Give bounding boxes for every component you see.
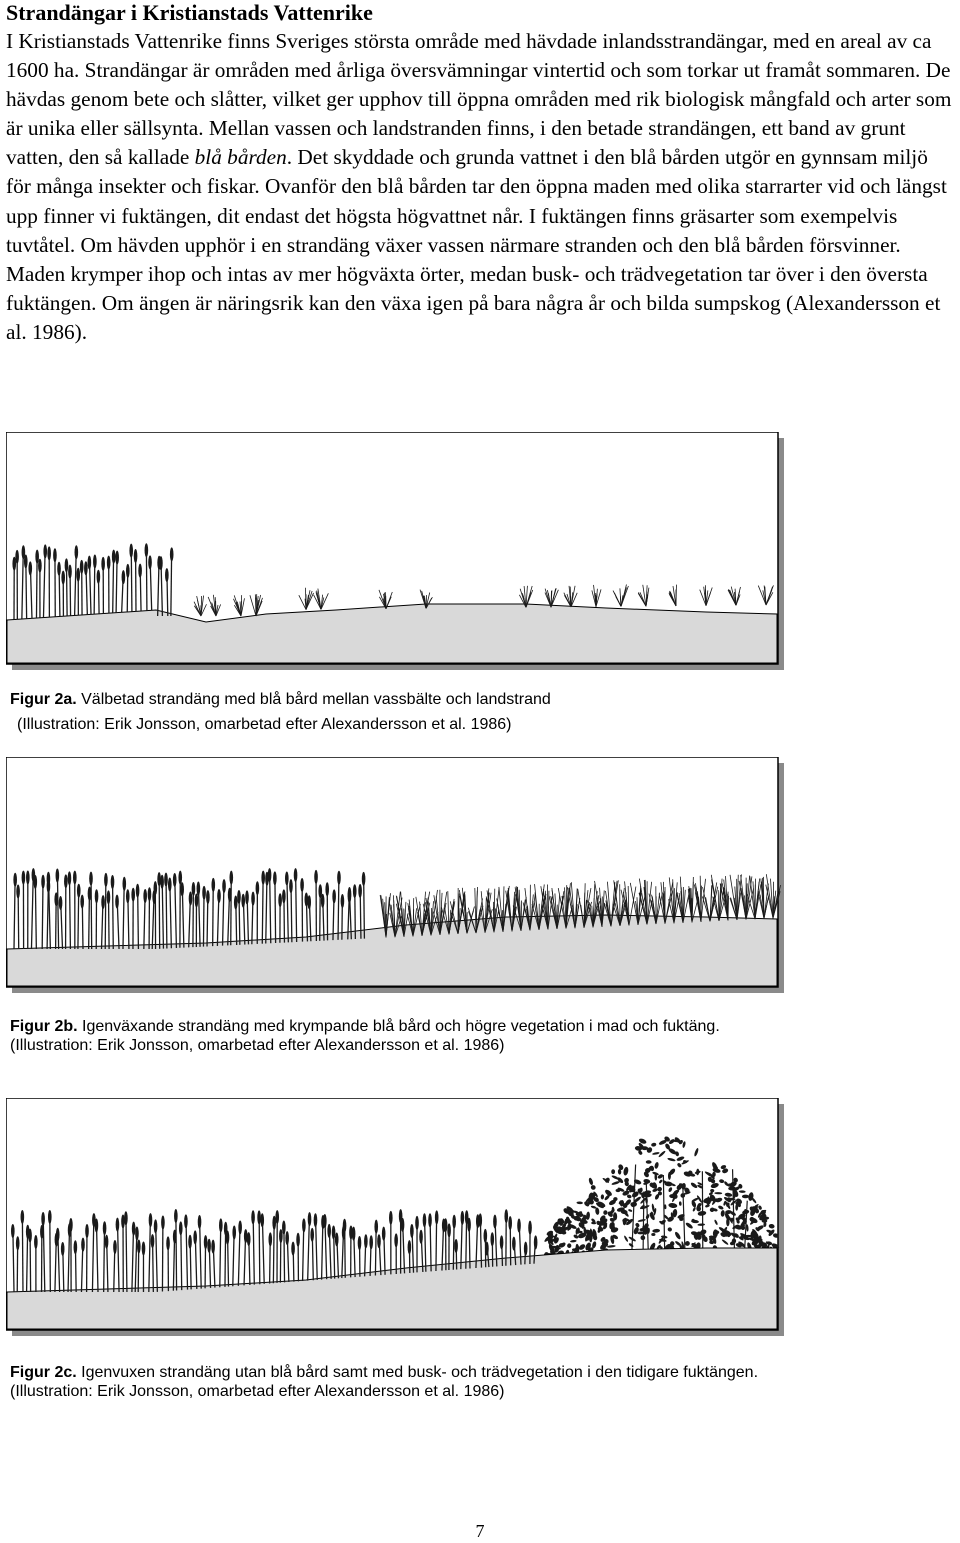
reed-plume (68, 871, 72, 885)
reed-plume (154, 881, 158, 895)
shore-meadow-illustration-2a (6, 432, 784, 670)
reed-plume (112, 550, 116, 564)
figure-2b-illustration (6, 757, 784, 993)
reed-plume (131, 888, 135, 902)
reed-plume (173, 873, 177, 887)
reed-plume (222, 879, 226, 893)
reed-plume (485, 1242, 489, 1256)
reed-plume (47, 546, 51, 560)
shore-meadow-illustration-2b (6, 757, 784, 993)
reed-plume (135, 1227, 139, 1241)
reed-plume (307, 895, 311, 909)
reed-plume (512, 1237, 516, 1251)
reed-plume (528, 1221, 532, 1235)
reed-plume (47, 872, 51, 886)
reed-plume (38, 559, 42, 573)
reed-plume (77, 884, 81, 898)
reed-plume (137, 1240, 141, 1254)
reed-plume (193, 1230, 197, 1244)
reed-plume (327, 1224, 331, 1238)
reed-plume (394, 1233, 398, 1247)
reed-plume (89, 872, 93, 886)
figure-2b-caption-text: Igenväxande strandäng med krympande blå bård och högre vegetation i mad och fuktäng. (Illustration: Erik Jonsson, omarbetad efter Alexandersson et al. 1986) (10, 1018, 720, 1054)
reed-plume (232, 1226, 236, 1240)
reed-plume (401, 1218, 405, 1232)
shrub-leaf (742, 1195, 749, 1199)
reed-plume (53, 548, 57, 562)
reed-plume (165, 568, 169, 582)
reed-plume (126, 564, 130, 578)
reed-plume (500, 1235, 504, 1249)
shore-meadow-illustration-2c (6, 1098, 784, 1336)
reed-plume (467, 1218, 471, 1232)
reed-plume (294, 868, 298, 882)
body-text-part-1: I Kristianstads Vattenrike finns Sveriges största område med hävdade inlandsstrandängar, med en areal av ca 1600 ha. Strandängar är områden med årliga översvämningar vintertid och som torkar ut framåt sommaren. De hävdas genom bete och slåtter, vilket ger upphov till öppna områden med rik biologisk mångfald och arter som är unika eller sällsynta. Mellan vassen och landstranden finns, i den betade strandängen, ett band av grunt vatten, den så kallade (6, 29, 952, 170)
reed-plume (285, 1231, 289, 1245)
reed-plume (22, 871, 26, 885)
reed-plume (517, 1219, 521, 1233)
reed-plume (95, 1219, 99, 1233)
reed-plume (251, 892, 255, 906)
reed-plume (408, 1240, 412, 1254)
reed-plume (251, 1210, 255, 1224)
reed-plume (256, 881, 260, 895)
reed-plume (461, 1211, 465, 1225)
reed-plume (81, 1238, 85, 1252)
body-emphasis: blå bården (194, 145, 287, 170)
reed-plume (107, 890, 111, 904)
reed-plume (188, 1235, 192, 1249)
reed-plume (245, 890, 249, 904)
reed-plume (159, 556, 163, 570)
figure-2c-label: Figur 2c. (10, 1364, 77, 1381)
reed-plume (64, 874, 68, 888)
reed-plume (435, 1210, 439, 1224)
reed-plume (534, 1235, 538, 1249)
reed-plume (490, 1232, 494, 1246)
reed-plume (178, 871, 182, 885)
reed-plume (247, 1232, 251, 1246)
reed-plume (211, 878, 215, 892)
reed-plume (484, 1229, 488, 1243)
reed-plume (296, 1233, 300, 1247)
reed-plume (160, 875, 164, 889)
reed-plume (136, 884, 140, 898)
reed-plume (184, 1214, 188, 1228)
reed-plume (289, 879, 293, 893)
reed-plume (61, 1242, 65, 1256)
reed-plume (21, 1210, 25, 1224)
reed-plume (207, 1239, 211, 1253)
reed-plume (28, 561, 32, 575)
reed-plume (423, 1213, 427, 1227)
reed-plume (302, 1218, 306, 1232)
reed-plume (129, 544, 133, 558)
reed-plume (211, 1240, 215, 1254)
figure-2a-caption-text: Välbetad strandäng med blå bård mellan vassbälte och landstrand (76, 691, 551, 708)
reed-plume (226, 1231, 230, 1245)
reed-plume (16, 1236, 20, 1250)
reed-plume (149, 1213, 153, 1227)
figure-2c-illustration (6, 1098, 784, 1336)
reed-plume (260, 1213, 264, 1227)
reed-plume (111, 875, 115, 889)
reed-plume (97, 570, 101, 584)
reed-plume (41, 1212, 45, 1226)
reed-plume (65, 558, 69, 572)
reed-plume (85, 1224, 89, 1238)
reed-plume (508, 1216, 512, 1230)
reed-plume (341, 894, 345, 908)
page-number: 7 (475, 1521, 485, 1541)
reed-plume (382, 1227, 386, 1241)
ground-profile (7, 604, 777, 663)
reed-plume (164, 873, 168, 887)
reed-plume (16, 885, 20, 899)
reed-plume (428, 1213, 432, 1227)
reed-plume (148, 887, 152, 901)
reed-plume (180, 882, 184, 896)
reed-plume (143, 889, 147, 903)
reed-plume (74, 1240, 78, 1254)
reed-plume (68, 565, 72, 579)
reed-plume (241, 894, 245, 908)
reed-plume (11, 1224, 15, 1238)
reed-plume (197, 882, 201, 896)
body-paragraph (6, 27, 956, 347)
reed-plume (204, 1235, 208, 1249)
reed-plume (15, 550, 19, 564)
reed-plume (285, 871, 289, 885)
reed-plume (26, 871, 30, 885)
reed-plume (138, 564, 142, 578)
reed-plume (157, 872, 161, 886)
reed-plume (168, 878, 172, 892)
reed-plume (105, 1235, 109, 1249)
reed-plume (257, 1210, 261, 1224)
reed-plume (321, 894, 325, 908)
reed-plume (352, 1227, 356, 1241)
reed-plume (504, 1209, 508, 1223)
reed-plume (452, 1215, 456, 1229)
reed-plume (195, 893, 199, 907)
reed-plume (198, 1215, 202, 1229)
reed-plume (369, 1235, 373, 1249)
reed-plume (358, 884, 362, 898)
reed-plume (103, 1221, 107, 1235)
reed-plume (337, 871, 341, 885)
reed-plume (353, 884, 357, 898)
reed-plume (151, 1234, 155, 1248)
reed-plume (84, 561, 88, 575)
reed-plume (268, 1232, 272, 1246)
reed-plume (217, 889, 221, 903)
figure-2b-caption (10, 1017, 770, 1055)
figure-2b-label: Figur 2b. (10, 1018, 78, 1035)
reed-plume (161, 1216, 165, 1230)
reed-plume (33, 875, 37, 889)
reed-plume (206, 890, 210, 904)
grass-blade (305, 588, 306, 610)
reed-plume (358, 1236, 362, 1250)
reed-plume (219, 1218, 223, 1232)
shrub-leaf (651, 1233, 655, 1236)
figure-2c-caption-text: Igenvuxen strandäng utan blå bård samt med busk- och trädvegetation i den tidigare fuktängen. (Illustration: Erik Jonsson, omarbetad efter Alexandersson et al. 1986) (10, 1364, 759, 1400)
reed-plume (278, 893, 282, 907)
reed-plume (41, 875, 45, 889)
reed-plume (61, 571, 65, 585)
figure-2a-caption (10, 690, 910, 734)
reed-plume (75, 545, 79, 559)
reed-plume (335, 1232, 339, 1246)
reed-plume (410, 1224, 414, 1238)
reed-plume (261, 871, 265, 885)
figure-2a-label: Figur 2a. (10, 691, 77, 708)
reed-plume (95, 889, 99, 903)
reed-plume (282, 889, 286, 903)
reed-plume (116, 1218, 120, 1232)
reed-plume (107, 556, 111, 570)
reed-plume (73, 871, 77, 885)
reed-plume (93, 555, 97, 569)
reed-plume (343, 1219, 347, 1233)
reed-plume (348, 889, 352, 903)
reed-plume (447, 1223, 451, 1237)
reed-plume (59, 896, 63, 910)
reed-plume (444, 1218, 448, 1232)
figure-2c-caption (10, 1363, 780, 1401)
reed-plume (179, 1221, 183, 1235)
reed-plume (122, 877, 126, 891)
body-text-part-2: . Det skyddade och grunda vattnet i den blå bården utgör en gynnsam miljö för många insekter och fiskar. Ovanför den blå bården tar den öppna maden med olika starrarter vid och längst upp finner vi fuktängen, dit endast det högsta högvattnet når. I fuktängen finns gräsarter som exempelvis tuvtåtel. Om hävden upphör i en strandäng växer vassen närmare stranden och den blå bården försvinner. Maden krymper ihop och intas av mer högväxta örter, medan busk- och trädvegetation tar över i den översta fuktängen. Om ängen är näringsrik kan den växa igen på bara några år och bilda sumpskog (Alexandersson et al. 1986). (6, 145, 947, 344)
reed-plume (415, 1216, 419, 1230)
reed-plume (275, 1210, 279, 1224)
reed-plume (237, 890, 241, 904)
reed-plume (174, 1209, 178, 1223)
reed-plume (362, 872, 366, 886)
reed-plume (273, 871, 277, 885)
reed-plume (493, 1215, 497, 1229)
reed-plume (364, 1234, 368, 1248)
reed-plume (166, 1236, 170, 1250)
reed-plume (101, 895, 105, 909)
reed-plume (80, 560, 84, 574)
reed-plume (154, 1219, 158, 1233)
reed-plume (314, 870, 318, 884)
reed-plume (291, 1242, 295, 1256)
reed-plume (48, 1210, 52, 1224)
reed-plume (101, 557, 105, 571)
figure-2a-credit: (Illustration: Erik Jonsson, omarbetad efter Alexandersson et al. 1986) (17, 716, 512, 733)
reed-plume (389, 1211, 393, 1225)
reed-plume (524, 1242, 528, 1256)
reed-plume (419, 1230, 423, 1244)
reed-plume (43, 544, 47, 558)
reed-plume (134, 549, 138, 563)
reed-plume (132, 1222, 136, 1236)
reed-plume (88, 556, 92, 570)
reed-plume (104, 873, 108, 887)
reed-plume (323, 1214, 327, 1228)
section-heading: Strandängar i Kristianstads Vattenrike (6, 0, 373, 25)
reed-plume (478, 1213, 482, 1227)
figure-2a-illustration (6, 432, 784, 670)
reed-plume (145, 543, 149, 557)
reed-plume (80, 895, 84, 909)
reed-plume (142, 1242, 146, 1256)
reed-plume (279, 1229, 283, 1243)
reed-plume (332, 889, 336, 903)
reed-plume (192, 882, 196, 896)
shrub-leaf (549, 1232, 553, 1241)
reed-plume (76, 568, 80, 582)
reed-plume (374, 1220, 378, 1234)
reed-plume (310, 1228, 314, 1242)
reed-plume (308, 1212, 312, 1226)
reed-plume (56, 869, 60, 883)
reed-plume (234, 896, 238, 910)
reed-plume (300, 878, 304, 892)
reed-plume (35, 550, 39, 564)
reed-plume (122, 570, 126, 584)
reed-plume (268, 868, 272, 882)
reed-plume (454, 1239, 458, 1253)
reed-plume (69, 1218, 73, 1232)
reed-plume (325, 882, 329, 896)
reed-plume (126, 889, 130, 903)
reed-plume (57, 562, 61, 576)
reed-plume (202, 886, 206, 900)
reed-plume (189, 892, 193, 906)
reed-plume (377, 1234, 381, 1248)
reed-plume (170, 547, 174, 561)
reed-plume (34, 1235, 38, 1249)
reed-plume (115, 551, 119, 565)
reed-plume (13, 873, 17, 887)
reed-plume (282, 1221, 286, 1235)
reed-plume (229, 871, 233, 885)
reed-plume (24, 555, 28, 569)
reed-plume (115, 895, 119, 909)
reed-plume (314, 1213, 318, 1227)
reed-plume (56, 1228, 60, 1242)
reed-plume (238, 1220, 242, 1234)
reed-plume (113, 1240, 117, 1254)
reed-plume (332, 1225, 336, 1239)
reed-plume (124, 1211, 128, 1225)
reed-plume (148, 555, 152, 569)
reed-plume (28, 1229, 32, 1243)
